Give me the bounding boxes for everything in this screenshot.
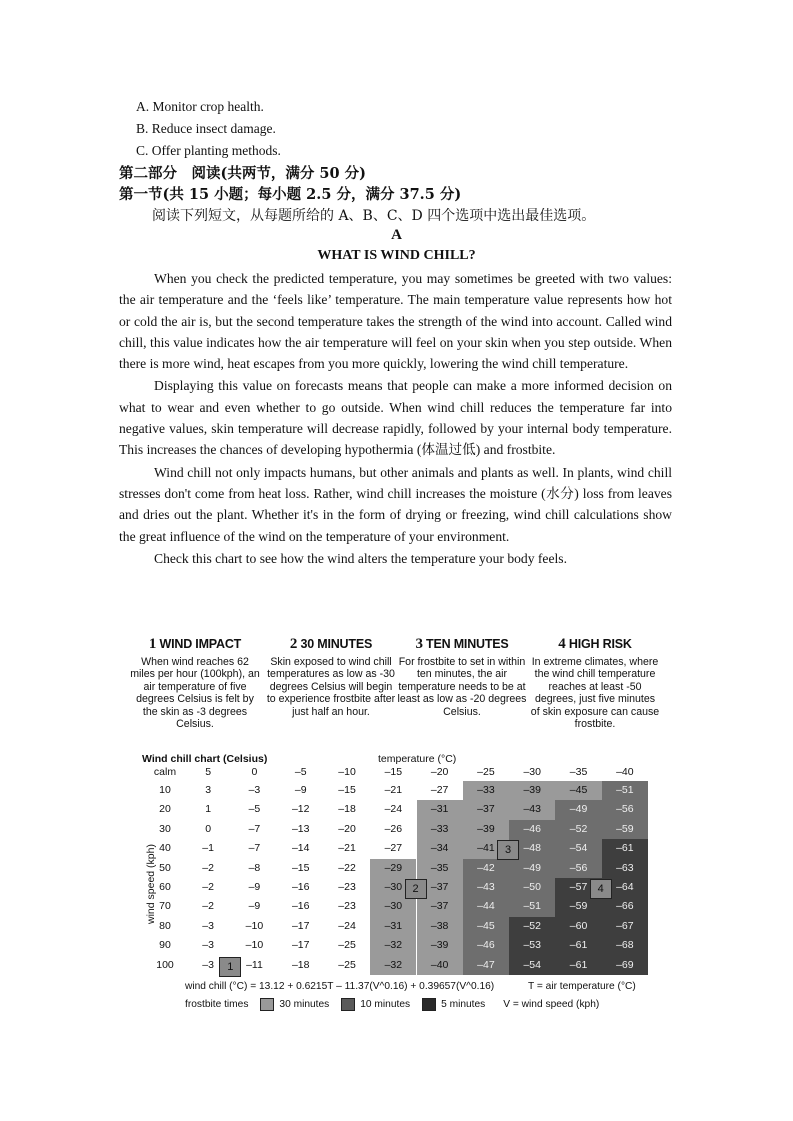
info-card-4 (530, 636, 660, 730)
temperature-tick: –10 (338, 766, 356, 778)
temperature-tick: –20 (430, 766, 449, 778)
wind-chill-cell: –54 (555, 839, 601, 858)
wind-chill-cell: –63 (602, 859, 648, 878)
wind-chill-cell: –47 (463, 956, 509, 975)
legend (185, 998, 599, 1011)
wind-chill-cell: –50 (509, 878, 555, 897)
instruction: 阅读下列短文，从每题所给的 A、B、C、D 四个选项中选出最佳选项。 (152, 208, 596, 224)
callout-marker: 1 (219, 957, 241, 977)
wind-chill-cell: –23 (338, 881, 356, 893)
wind-chill-cell: –15 (338, 784, 356, 796)
wind-chill-cell: –16 (291, 881, 310, 893)
wind-chill-cell: –20 (338, 822, 356, 835)
wind-chill-cell: –39 (509, 781, 555, 800)
wind-chill-cell: –32 (370, 956, 416, 975)
wind-chill-cell: –56 (602, 800, 648, 819)
wind-chill-cell: –64 (602, 878, 648, 897)
wind-chill-cell: –9 (248, 900, 261, 913)
paragraph-4: Check this chart to see how the wind alters the temperature your body feels. (154, 550, 567, 566)
wind-chill-cell: –2 (202, 881, 214, 893)
temperature-tick: –30 (523, 766, 541, 778)
card-body: In extreme climates, where the wind chill temperature reaches at least -50 degrees, just five minutes of skin exposure can cause frostbite. (530, 656, 660, 731)
wind-chill-cell: –29 (370, 859, 416, 878)
wind-chill-cell: –8 (248, 861, 261, 874)
passage-body (119, 268, 672, 569)
wind-chill-cell: –38 (417, 917, 463, 936)
legend-swatch (341, 998, 355, 1011)
wind-chill-cell: –42 (463, 859, 509, 878)
x-axis-label: temperature (°C) (378, 753, 457, 765)
formula: wind chill (°C) = 13.12 + 0.6215T – 11.37(V^0.16) + 0.39657(V^0.16) (185, 981, 495, 992)
wind-speed-tick: 100 (156, 958, 174, 971)
wind-chill-cell: –33 (417, 820, 463, 839)
wind-chill-cell: –26 (384, 822, 403, 835)
v-note: V = wind speed (kph) (503, 999, 600, 1010)
wind-chill-cell: –23 (338, 900, 356, 913)
wind-chill-cell: –7 (248, 842, 261, 855)
card-body: Skin exposed to wind chill temperatures as low as -30 degrees Celsius will begin to experience frostbite after just half an hour. (266, 656, 396, 718)
paragraph-1: When you check the predicted temperature, you may sometimes be greeted with two values: the air temperature and the ‘feels like’ temperature. The main temperature value represents how hot or cold the air is, but the second temperature takes the strength of the wind into account. Called wind chill, this value indicates how the air temperature will feel on your skin when you step outside. When there is more wind, heat escapes from you more quickly, lowering the wind chill temperature. (119, 271, 672, 372)
wind-chill-cell: –44 (463, 897, 509, 916)
card-number: 3 (415, 636, 423, 652)
wind-chill-cell: –37 (463, 800, 509, 819)
wind-speed-tick: 50 (159, 861, 171, 874)
legend-label: 10 minutes (360, 999, 411, 1010)
wind-chill-cell: –54 (509, 956, 555, 975)
wind-chill-cell: –41 (463, 839, 509, 858)
wind-chill-cell: –60 (555, 917, 601, 936)
wind-chill-table (185, 781, 648, 975)
wind-chill-cell: 1 (205, 803, 212, 816)
wind-chill-cell: –53 (509, 936, 555, 955)
wind-chill-cell: –3 (202, 919, 214, 932)
wind-chill-cell: –10 (245, 939, 264, 952)
wind-speed-tick: 80 (159, 919, 171, 932)
wind-chill-cell: –25 (338, 958, 356, 971)
card-title: WIND IMPACT (159, 637, 242, 651)
formula-note: T = air temperature (°C) (528, 981, 636, 992)
wind-chill-cell: –12 (291, 803, 310, 816)
calm-label: calm (153, 766, 177, 778)
card-title: TEN MINUTES (426, 637, 509, 651)
wind-chill-cell: –56 (555, 859, 601, 878)
wind-chill-cell: –7 (248, 822, 261, 835)
wind-speed-tick: 40 (159, 842, 171, 855)
info-card-3 (397, 636, 527, 718)
info-card-1 (130, 636, 260, 730)
wind-chill-cell: –45 (463, 917, 509, 936)
card-title: HIGH RISK (568, 637, 632, 651)
wind-chill-cell: –43 (509, 800, 555, 819)
wind-chill-cell: –21 (338, 842, 356, 855)
wind-chill-cell: –3 (202, 958, 214, 971)
wind-chill-cell: –68 (602, 936, 648, 955)
wind-chill-cell: –17 (291, 919, 310, 932)
paragraph-2: Displaying this value on forecasts means that people can make a more informed decision on what to wear and even whether to go outside. When wind chill reduces the temperature far into negative values, skin temperature will decrease rapidly, followed by your internal body temperature. This increases the chances of developing hypothermia (体温过低) and frostbite. (119, 378, 672, 458)
temperature-tick: –15 (384, 766, 403, 778)
wind-chill-cell: –15 (291, 861, 310, 874)
wind-chill-cell: –43 (463, 878, 509, 897)
wind-chill-cell: –46 (463, 936, 509, 955)
wind-chill-cell: –48 (509, 839, 555, 858)
wind-chill-cell: –67 (602, 917, 648, 936)
card-number: 4 (558, 636, 566, 652)
option-b: B. Reduce insect damage. (136, 121, 276, 136)
wind-chill-cell: –30 (370, 878, 416, 897)
wind-chill-cell: –31 (417, 800, 463, 819)
wind-chill-cell: –52 (509, 917, 555, 936)
wind-speed-tick: 10 (159, 784, 171, 796)
paragraph-3: Wind chill not only impacts humans, but other animals and plants as well. In plants, wind chill stresses don't come from heat loss. Rather, wind chill increases the moisture (水分) loss from leaves and dries out the plant. Whether it's in the form of drying or freezing, wind chill calculations show the great influence of the wind on the temperature of your environment. (119, 464, 672, 544)
wind-chill-cell: –39 (417, 936, 463, 955)
legend-swatch (422, 998, 436, 1011)
wind-chill-cell: –17 (291, 939, 310, 952)
temperature-tick: –40 (616, 766, 634, 778)
wind-chill-cell: –9 (248, 881, 261, 893)
wind-chill-cell: –49 (509, 859, 555, 878)
wind-chill-cell: –22 (338, 861, 356, 874)
wind-chill-cell: –14 (291, 842, 310, 855)
chart-title: Wind chill chart (Celsius) (142, 753, 268, 765)
wind-chill-cell: –3 (202, 939, 214, 952)
option-c: C. Offer planting methods. (136, 143, 281, 158)
wind-chill-cell: –21 (384, 784, 403, 796)
temperature-tick: –5 (294, 766, 307, 778)
card-body: When wind reaches 62 miles per hour (100kph), an air temperature of five degrees Celsius is felt by the skin as -3 degrees Celsius. (130, 656, 260, 731)
wind-chill-cell: –27 (384, 842, 403, 855)
wind-speed-tick: 70 (159, 900, 171, 913)
wind-chill-cell: –61 (555, 936, 601, 955)
callout-marker: 4 (590, 879, 612, 899)
wind-chill-infographic (130, 636, 660, 1016)
wind-chill-cell: –34 (417, 839, 463, 858)
wind-chill-cell: –5 (248, 803, 261, 816)
wind-chill-cell: –35 (417, 859, 463, 878)
wind-chill-cell: –61 (602, 839, 648, 858)
wind-chill-cell: 0 (205, 822, 212, 835)
wind-chill-cell: –59 (555, 897, 601, 916)
wind-speed-tick: 90 (159, 939, 171, 952)
temperature-tick: –25 (477, 766, 495, 778)
wind-speed-tick: 20 (159, 803, 171, 816)
wind-chill-cell: –57 (555, 878, 601, 897)
wind-speed-tick: 60 (159, 881, 171, 893)
temperature-tick: 5 (205, 766, 212, 778)
wind-chill-cell: –37 (417, 897, 463, 916)
wind-chill-cell: –69 (602, 956, 648, 975)
wind-chill-cell: –30 (370, 897, 416, 916)
wind-chill-cell: –39 (463, 820, 509, 839)
wind-chill-cell: –16 (291, 900, 310, 913)
wind-chill-cell: –2 (202, 900, 214, 913)
wind-chill-cell: –37 (417, 878, 463, 897)
temperature-tick: –35 (569, 766, 588, 778)
option-a: A. Monitor crop health. (136, 99, 264, 114)
legend-title: frostbite times (185, 999, 249, 1010)
wind-chill-cell: –40 (417, 956, 463, 975)
wind-chill-cell: –33 (463, 781, 509, 800)
wind-chill-cell: –9 (294, 784, 307, 796)
section-heading: 第一节(共 15 小题；每小题 2.5 分，满分 37.5 分) (119, 186, 462, 203)
wind-chill-cell: –18 (291, 958, 310, 971)
legend-items (248, 998, 485, 1011)
wind-chill-cell: –51 (602, 781, 648, 800)
wind-chill-cell: –27 (430, 784, 449, 796)
wind-speed-tick: 30 (159, 822, 171, 835)
wind-chill-cell: –45 (555, 781, 601, 800)
wind-chill-cell: –13 (291, 822, 310, 835)
temperature-tick: 0 (251, 766, 258, 778)
legend-label: 5 minutes (441, 999, 486, 1010)
passage-title: WHAT IS WIND CHILL? (317, 248, 476, 263)
wind-chill-cell: –3 (248, 784, 261, 796)
wind-chill-cell: –46 (509, 820, 555, 839)
wind-chill-cell: 3 (205, 784, 212, 796)
info-card-2 (266, 636, 396, 718)
callout-marker: 3 (497, 840, 519, 860)
wind-chill-cell: –11 (246, 958, 263, 971)
wind-chill-cell: –2 (202, 861, 214, 874)
card-number: 2 (289, 636, 298, 652)
y-axis-label: wind speed (kph) (145, 844, 157, 924)
part-heading: 第二部分 阅读(共两节，满分 50 分) (119, 165, 366, 182)
wind-chill-cell: –59 (602, 820, 648, 839)
wind-chill-cell: –32 (370, 936, 416, 955)
wind-chill-cell: –1 (202, 842, 214, 855)
wind-chill-cell: –66 (602, 897, 648, 916)
card-number: 1 (148, 636, 157, 652)
wind-chill-cell: –49 (555, 800, 601, 819)
wind-chill-cell: –51 (509, 897, 555, 916)
wind-chill-cell: –10 (245, 919, 264, 932)
card-body: For frostbite to set in within ten minutes, the air temperature needs to be at least as low as -20 degrees Celsius. (397, 656, 527, 718)
wind-chill-cell: –31 (370, 917, 416, 936)
callout-marker: 2 (405, 879, 427, 899)
wind-chill-cell: –52 (555, 820, 601, 839)
wind-chill-cell: –25 (338, 939, 356, 952)
wind-chill-cell: –18 (338, 803, 356, 816)
passage-letter: A (391, 227, 402, 243)
wind-chill-cell: –24 (338, 919, 356, 932)
card-title: 30 MINUTES (300, 637, 373, 651)
legend-label: 30 minutes (279, 999, 330, 1010)
wind-chill-cell: –24 (384, 803, 403, 816)
legend-swatch (260, 998, 274, 1011)
wind-chill-cell: –61 (555, 956, 601, 975)
